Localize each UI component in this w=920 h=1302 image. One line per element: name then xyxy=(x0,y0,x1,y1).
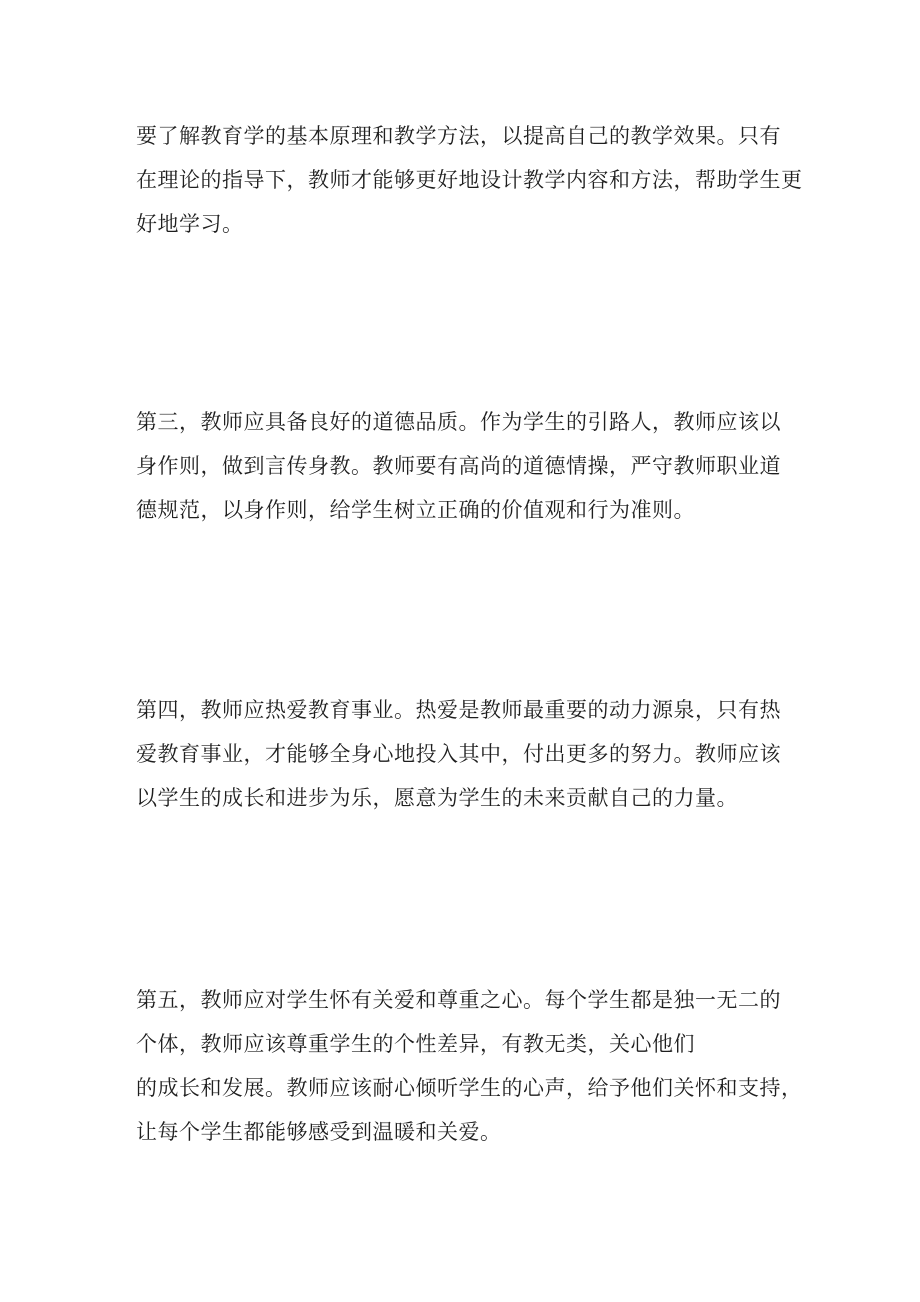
text-line: 让每个学生都能够感受到温暖和关爱。 xyxy=(136,1120,502,1144)
paragraph-care-respect xyxy=(136,978,804,1154)
paragraph-teaching-theory xyxy=(136,114,804,246)
text-line: 的成长和发展。教师应该耐心倾听学生的心声，给予他们关怀和支持， xyxy=(136,1076,803,1100)
text-line: 要了解教育学的基本原理和教学方法，以提高自己的教学效果。只有 xyxy=(136,124,781,148)
text-line: 以学生的成长和进步为乐，愿意为学生的未来贡献自己的力量。 xyxy=(136,786,738,810)
paragraph-moral-quality xyxy=(136,400,804,532)
text-line: 在理论的指导下，教师才能够更好地设计教学内容和方法，帮助学生更 xyxy=(136,168,803,192)
text-line: 德规范，以身作则，给学生树立正确的价值观和行为准则。 xyxy=(136,498,695,522)
text-line: 个体，教师应该尊重学生的个性差异，有教无类，关心他们 xyxy=(136,1032,695,1056)
text-line: 身作则，做到言传身教。教师要有高尚的道德情操，严守教师职业道 xyxy=(136,454,781,478)
text-line: 爱教育事业，才能够全身心地投入其中，付出更多的努力。教师应该 xyxy=(136,742,781,766)
text-line: 好地学习。 xyxy=(136,212,244,236)
text-line: 第五，教师应对学生怀有关爱和尊重之心。每个学生都是独一无二的 xyxy=(136,988,781,1012)
text-line: 第四，教师应热爱教育事业。热爱是教师最重要的动力源泉，只有热 xyxy=(136,698,781,722)
paragraph-love-education xyxy=(136,688,804,820)
text-line: 第三，教师应具备良好的道德品质。作为学生的引路人，教师应该以 xyxy=(136,410,781,434)
